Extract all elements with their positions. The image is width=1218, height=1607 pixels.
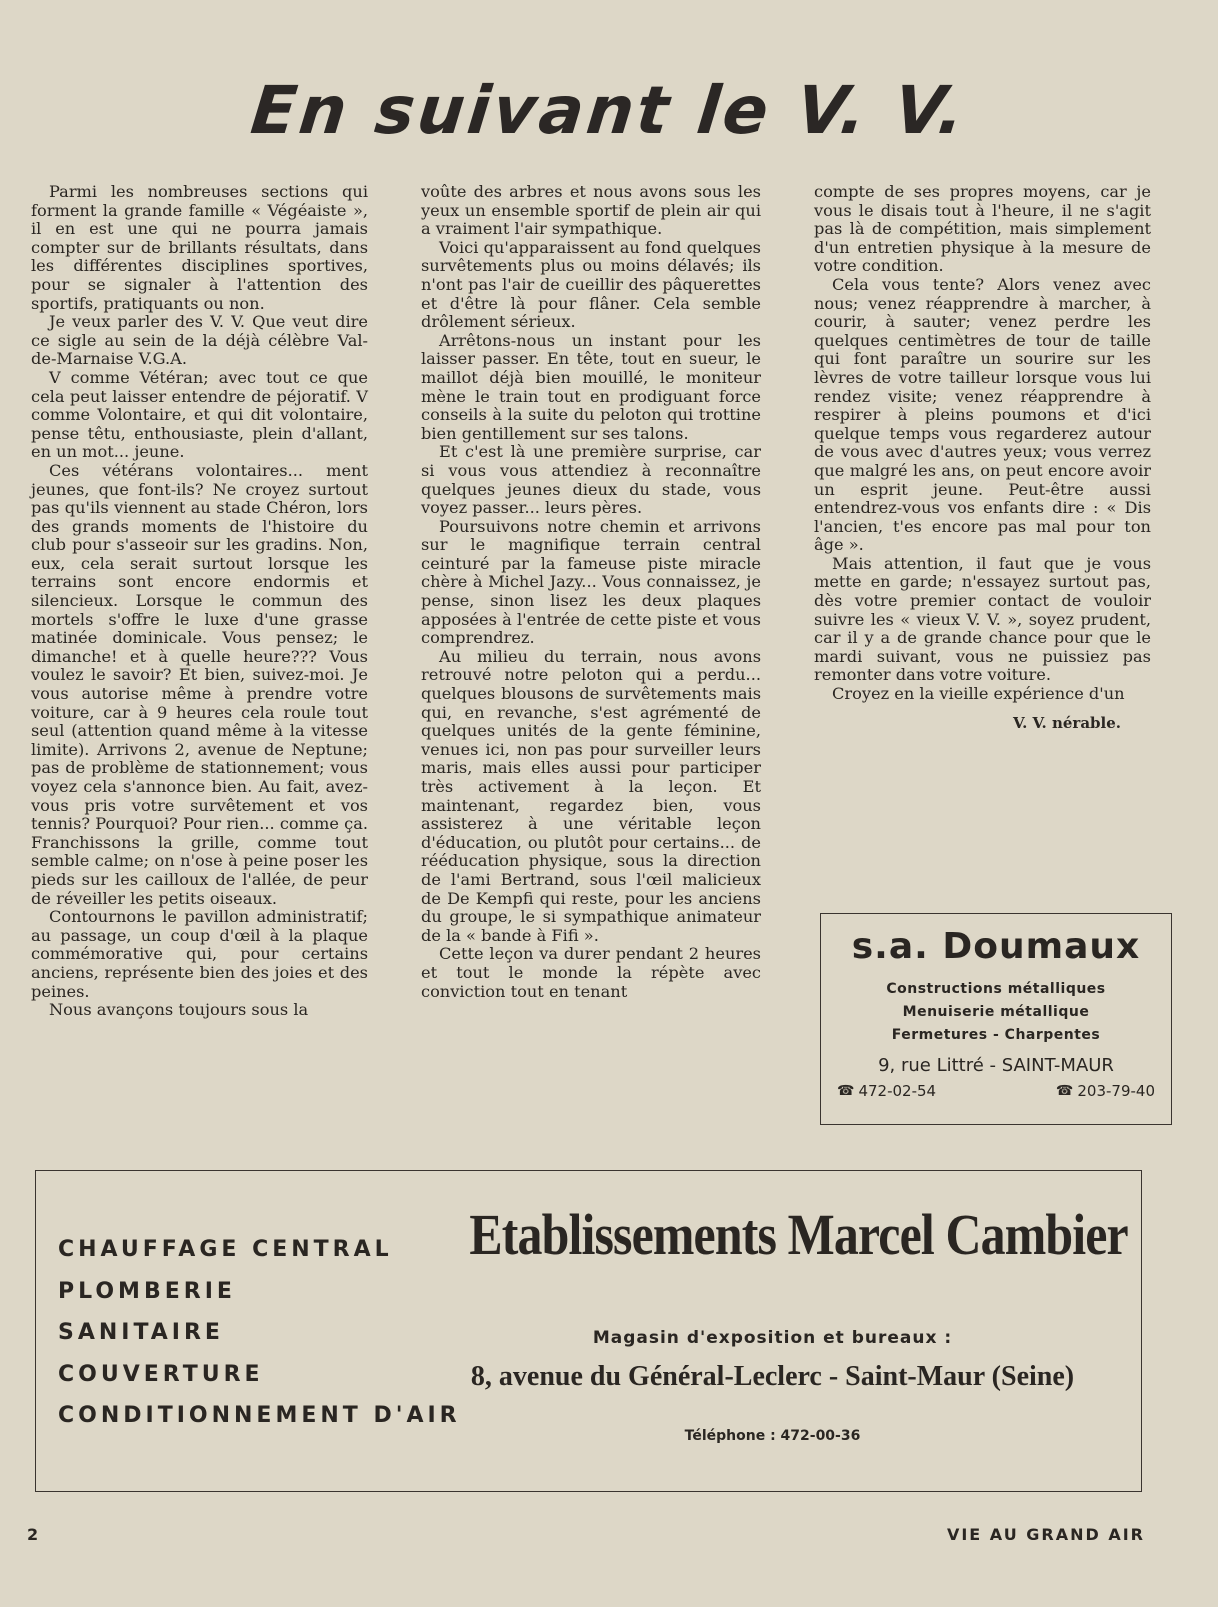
ad-cambier-subtitle: Magasin d'exposition et bureaux : — [592, 1328, 953, 1348]
telephone-icon: ☎ — [1055, 1083, 1074, 1099]
paragraph: Contournons le pavillon administratif; au passage, un coup d'œil à la plaque commémorative qui, pour certains anciens, représente bien des joies et des peines. — [31, 907, 368, 1001]
paragraph: V comme Vétéran; avec tout ce que cela peut laisser entendre de péjoratif. V comme Volontaire, et qui dit volontaire, pense têtu, enthousiaste, plein d'allant, en un mot... jeune. — [31, 367, 368, 462]
paragraph: Voici qu'apparaissent au fond quelques survêtements plus ou moins délavés; ils n'ont pas l'air de cueillir des pâquerettes et d'être là pour flâner. Cela semble drôlement sérieux. — [421, 237, 761, 332]
ad-cambier — [35, 1170, 1142, 1492]
paragraph: voûte des arbres et nous avons sous les yeux un ensemble sportif de plein air qui a vraiment l'air sympathique. — [421, 182, 761, 239]
ad-cambier-service: COUVERTURE — [58, 1361, 264, 1387]
article-column-2 — [421, 183, 761, 1001]
paragraph: compte de ses propres moyens, car je vous le disais tout à l'heure, il ne s'agit pas là de compétition, mais simplement d'un entretien physique à la mesure de votre condition. — [814, 182, 1151, 276]
paragraph: Arrêtons-nous un instant pour les laisser passer. En tête, tout en sueur, le maillot déjà bien mouillé, le moniteur mène le train tout en prodiguant force conseils à la suite du peloton qui trottine bien gentillement sur ses talons. — [421, 330, 761, 443]
ad-cambier-service: CONDITIONNEMENT D'AIR — [58, 1403, 461, 1428]
ad-doumaux-address: 9, rue Littré - SAINT-MAUR — [878, 1055, 1114, 1076]
paragraph: Et c'est là une première surprise, car si vous vous attendiez à reconnaître quelques jeunes dieux du stade, vous voyez passer... leurs pères. — [421, 442, 761, 518]
paragraph: Au milieu du terrain, nous avons retrouvé notre peloton qui a perdu... quelques blousons de survêtements mais qui, en revanche, s'est agrémenté de quelques unités de la gente féminine, venues ici, non pas pour surveiller leurs maris, mais elles aussi pour participer très activement à la leçon. Et maintenant, regardez bien, vous assisterez à une véritable leçon d'éducation, ou plutôt pour certains... de rééducation physique, sous la direction de l'ami Bertrand, sous l'œil malicieux de De Kempfi qui reste, pour les anciens du groupe, le si sympathique animateur de la « bande à Fifi ». — [421, 646, 761, 945]
magazine-name: VIE AU GRAND AIR — [946, 1525, 1145, 1544]
ad-cambier-services — [58, 1229, 461, 1437]
paragraph: Croyez en la vieille expérience d'un — [832, 684, 1125, 704]
ad-doumaux-line: Constructions métalliques — [886, 981, 1106, 997]
article-column-3 — [814, 183, 1151, 732]
ad-doumaux-line: Fermetures - Charpentes — [891, 1027, 1101, 1043]
article-title: En suivant le V. V. — [247, 72, 971, 149]
paragraph: Ces vétérans volontaires... ment jeunes, que font-ils? Ne croyez surtout pas qu'ils viennent au stade Chéron, lors des grands moments de l'histoire du club pour s'asseoir sur les gradins. Non, eux, cela serait surtout lorsque les terrains sont encore endormis et silencieux. Lorsque le commun des mortels s'offre le luxe d'une grasse matinée dominicale. Vous pensez; le dimanche! et à quelle heure??? Vous voulez le savoir? Et bien, suivez-moi. Je vous autorise même à prendre votre voiture, car à 9 heures cela roule tout seul (attention quand même à la vitesse limite). Arrivons 2, avenue de Neptune; pas de problème de stationnement; vous voyez cela s'annonce bien. Au fait, avez-vous pris votre survêtement et vos tennis? Pourquoi? Pour rien... comme ça. Franchissons la grille, comme tout semble calme; on n'ose à peine poser les pieds sur les cailloux de l'allée, de peur de réveiller les petits oiseaux. — [31, 460, 368, 908]
ad-cambier-service: PLOMBERIE — [58, 1278, 236, 1304]
page-number: 2 — [27, 1525, 39, 1544]
paragraph: Cela vous tente? Alors venez avec nous; venez réapprendre à marcher, à courir, à sauter; venez perdre les quelques centimètres de tour de taille qui font paraître un sourire sur les lèvres de votre tailleur lorsque vous lui rendez visite; venez réapprendre à respirer à pleins poumons et d'ici quelque temps vous regarderez autour de vous avec d'autres yeux; vous verrez que malgré les ans, on peut encore avoir un esprit jeune. Peut-être aussi entendrez-vous vos enfants dire : « Dis l'ancien, t'es encore pas mal pour ton âge ». — [814, 274, 1151, 555]
paragraph: Nous avançons toujours sous la — [49, 1000, 309, 1020]
ad-cambier-address: 8, avenue du Général-Leclerc - Saint-Maur (Seine) — [470, 1361, 1075, 1392]
ad-cambier-phone: Téléphone : 472-00-36 — [684, 1428, 861, 1444]
ad-doumaux-phone-1: 472-02-54 — [858, 1082, 937, 1100]
telephone-icon: ☎ — [837, 1083, 855, 1099]
ad-doumaux-name: s.a. Doumaux — [851, 926, 1141, 967]
ad-doumaux-phones — [821, 1082, 1171, 1100]
ad-doumaux-phone-2: 203-79-40 — [1077, 1082, 1155, 1100]
ad-cambier-name: Etablissements Marcel Cambier — [469, 1202, 1128, 1267]
ad-cambier-service: SANITAIRE — [58, 1320, 224, 1345]
paragraph: Mais attention, il faut que je vous mette en garde; n'essayez surtout pas, dès votre premier contact de vouloir suivre les « vieux V. V. », soyez prudent, car il y a de grande chance pour que le mardi suivant, vous ne puissiez pas remonter dans votre voiture. — [814, 553, 1151, 685]
ad-cambier-service: CHAUFFAGE CENTRAL — [58, 1237, 393, 1262]
ad-doumaux — [820, 913, 1172, 1125]
paragraph: Je veux parler des V. V. Que veut dire ce sigle au sein de la déjà célèbre Val-de-Marnaise V.G.A. — [31, 312, 368, 369]
paragraph: Cette leçon va durer pendant 2 heures et tout le monde la répète avec conviction tout en tenant — [421, 944, 761, 1001]
ad-doumaux-line: Menuiserie métallique — [902, 1004, 1090, 1020]
paragraph: Poursuivons notre chemin et arrivons sur le magnifique terrain central ceinturé par la fameuse piste miracle chère à Michel Jazy... Vous connaissez, je pense, sinon lisez les deux plaques apposées à l'entrée de cette piste et vous comprendrez. — [421, 516, 761, 648]
article-signature: V. V. nérable. — [1013, 713, 1121, 732]
article-column-1 — [31, 183, 368, 1020]
paragraph: Parmi les nombreuses sections qui forment la grande famille « Végéaiste », il en est une qui ne pourra jamais compter sur de brillants résultats, dans les différentes disciplines sportives, pour se signaler à l'attention des sportifs, pratiquants ou non. — [31, 182, 368, 313]
